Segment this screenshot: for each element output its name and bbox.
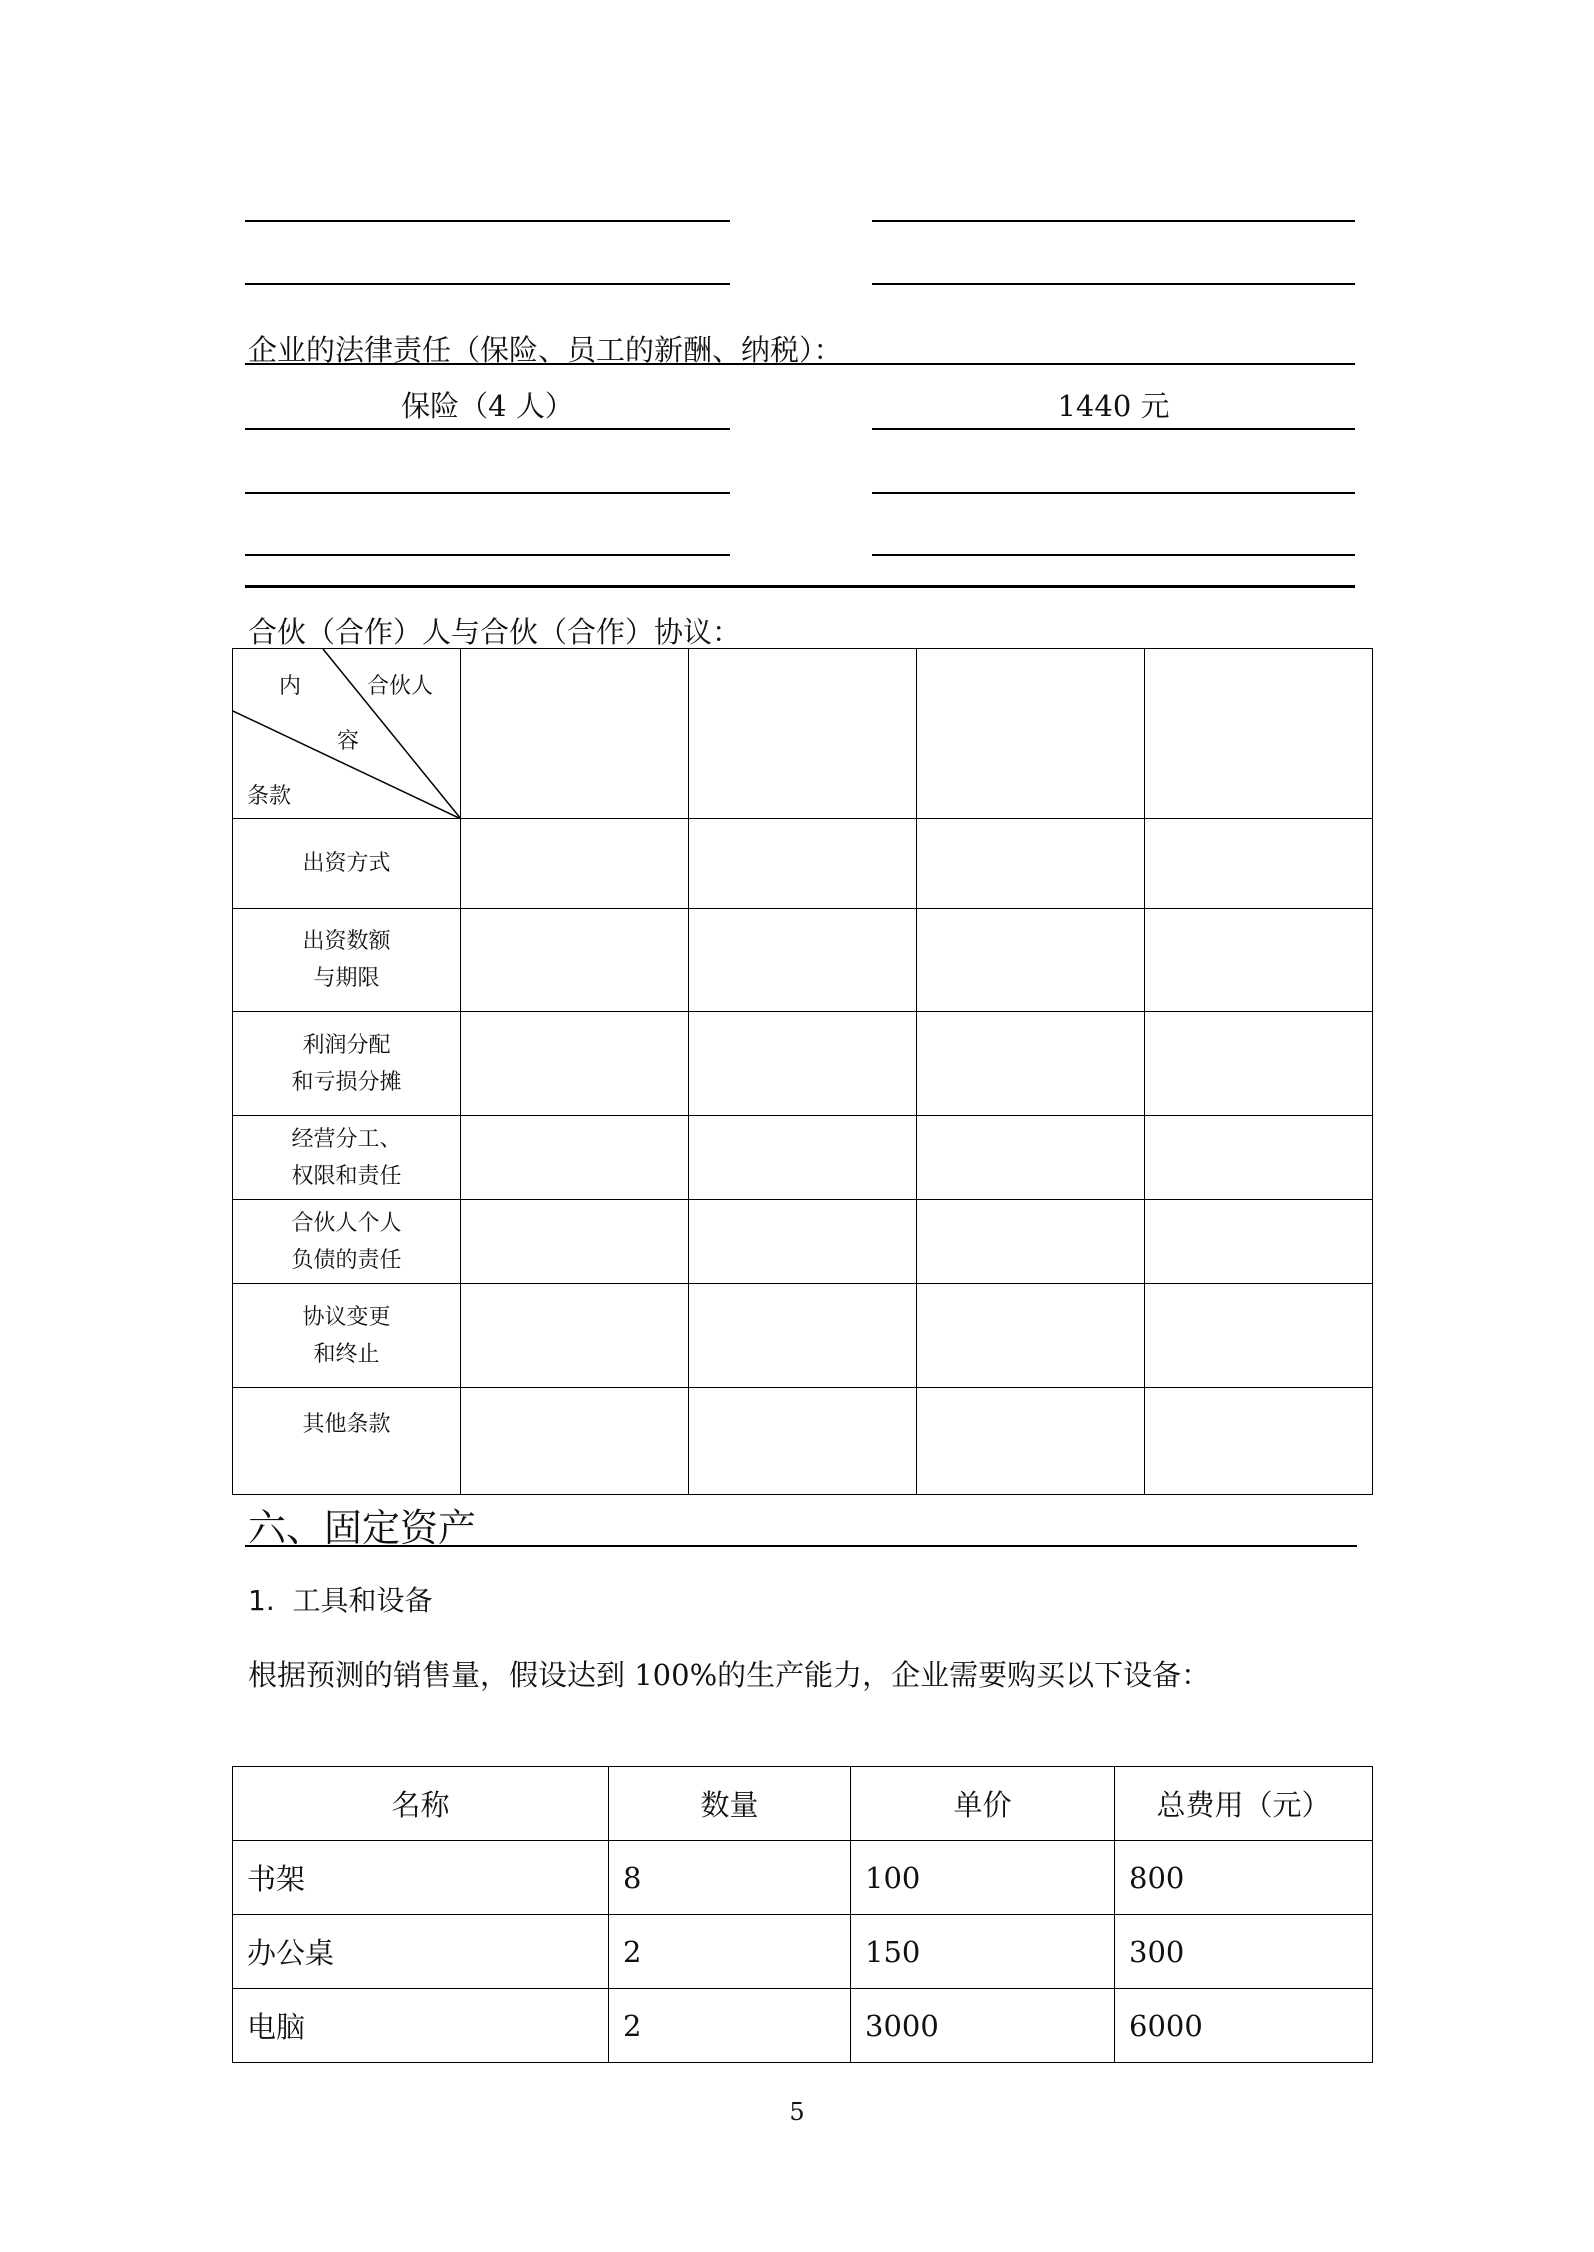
column-header-quantity: 数量 xyxy=(609,1767,851,1841)
partner-cell[interactable] xyxy=(1145,649,1373,819)
blank-line xyxy=(245,283,730,285)
item-quantity: 2 xyxy=(609,1915,851,1989)
agreement-cell[interactable] xyxy=(461,1012,689,1116)
agreement-cell[interactable] xyxy=(1145,1284,1373,1388)
agreement-cell[interactable] xyxy=(1145,1388,1373,1495)
agreement-cell[interactable] xyxy=(917,1200,1145,1284)
partner-cell[interactable] xyxy=(689,649,917,819)
corner-label-content-1: 内 xyxy=(279,674,302,699)
agreement-cell[interactable] xyxy=(1145,909,1373,1012)
legal-heading: 企业的法律责任（保险、员工的新酬、纳税）： xyxy=(248,333,843,367)
row-label: 合伙人个人 负债的责任 xyxy=(233,1200,461,1284)
agreement-cell[interactable] xyxy=(689,909,917,1012)
table-corner-cell xyxy=(233,649,461,819)
corner-label-clauses: 条款 xyxy=(247,784,292,809)
item-name: 电脑 xyxy=(233,1989,609,2063)
table-row xyxy=(233,1841,1373,1915)
agreement-cell[interactable] xyxy=(689,1116,917,1200)
agreement-cell[interactable] xyxy=(461,819,689,909)
row-label: 协议变更 和终止 xyxy=(233,1284,461,1388)
blank-line xyxy=(245,554,730,556)
agreement-cell[interactable] xyxy=(461,1116,689,1200)
table-row xyxy=(233,1388,1373,1495)
column-header-name: 名称 xyxy=(233,1767,609,1841)
partner-cell[interactable] xyxy=(917,649,1145,819)
blank-line xyxy=(872,554,1355,556)
agreement-cell[interactable] xyxy=(1145,1200,1373,1284)
item-unit-price: 150 xyxy=(851,1915,1115,1989)
insurance-amount: 1440 元 xyxy=(1057,389,1170,423)
agreement-cell[interactable] xyxy=(917,909,1145,1012)
blank-line xyxy=(872,220,1355,222)
insurance-label: 保险（4 人） xyxy=(401,389,574,423)
page-number: 5 xyxy=(789,2098,805,2126)
corner-label-partner: 合伙人 xyxy=(367,674,434,699)
subsection-title: 1. 工具和设备 xyxy=(248,1584,433,1617)
item-unit-price: 3000 xyxy=(851,1989,1115,2063)
agreement-cell[interactable] xyxy=(689,1388,917,1495)
table-row xyxy=(233,819,1373,909)
blank-line xyxy=(872,283,1355,285)
table-row xyxy=(233,1012,1373,1116)
agreement-cell[interactable] xyxy=(917,1388,1145,1495)
agreement-cell[interactable] xyxy=(917,819,1145,909)
partner-cell[interactable] xyxy=(461,649,689,819)
partner-agreement-table xyxy=(232,648,1373,1495)
agreement-cell[interactable] xyxy=(461,1200,689,1284)
agreement-cell[interactable] xyxy=(461,1284,689,1388)
section-divider xyxy=(245,585,1355,588)
table-row xyxy=(233,909,1373,1012)
equipment-intro: 根据预测的销售量，假设达到 100%的生产能力，企业需要购买以下设备： xyxy=(248,1658,1211,1692)
table-row xyxy=(233,1915,1373,1989)
blank-line xyxy=(245,220,730,222)
item-unit-price: 100 xyxy=(851,1841,1115,1915)
section-title: 六、固定资产 xyxy=(248,1506,477,1550)
partner-heading: 合伙（合作）人与合伙（合作）协议： xyxy=(248,615,742,649)
table-header-row xyxy=(233,1767,1373,1841)
agreement-cell[interactable] xyxy=(917,1012,1145,1116)
agreement-cell[interactable] xyxy=(1145,1116,1373,1200)
blank-line xyxy=(872,428,1355,430)
agreement-cell[interactable] xyxy=(689,819,917,909)
section-title-underline xyxy=(245,1545,1357,1547)
item-total: 300 xyxy=(1115,1915,1373,1989)
row-label: 出资数额 与期限 xyxy=(233,909,461,1012)
blank-line xyxy=(245,492,730,494)
row-label: 利润分配 和亏损分摊 xyxy=(233,1012,461,1116)
table-row xyxy=(233,1200,1373,1284)
heading-underline xyxy=(245,363,1355,365)
equipment-table xyxy=(232,1766,1373,2063)
column-header-total: 总费用（元） xyxy=(1115,1767,1373,1841)
agreement-cell[interactable] xyxy=(689,1200,917,1284)
table-row xyxy=(233,1989,1373,2063)
item-total: 6000 xyxy=(1115,1989,1373,2063)
agreement-cell[interactable] xyxy=(461,1388,689,1495)
column-header-unit-price: 单价 xyxy=(851,1767,1115,1841)
corner-label-content-2: 容 xyxy=(337,729,360,754)
table-row xyxy=(233,1116,1373,1200)
agreement-cell[interactable] xyxy=(689,1284,917,1388)
agreement-cell[interactable] xyxy=(689,1012,917,1116)
blank-line xyxy=(245,428,730,430)
agreement-cell[interactable] xyxy=(1145,819,1373,909)
agreement-cell[interactable] xyxy=(917,1116,1145,1200)
agreement-cell[interactable] xyxy=(1145,1012,1373,1116)
agreement-cell[interactable] xyxy=(917,1284,1145,1388)
table-row xyxy=(233,1284,1373,1388)
blank-line xyxy=(872,492,1355,494)
row-label: 出资方式 xyxy=(233,819,461,909)
item-name: 书架 xyxy=(233,1841,609,1915)
item-name: 办公桌 xyxy=(233,1915,609,1989)
agreement-cell[interactable] xyxy=(461,909,689,1012)
item-quantity: 8 xyxy=(609,1841,851,1915)
row-label: 其他条款 xyxy=(233,1388,461,1495)
item-quantity: 2 xyxy=(609,1989,851,2063)
item-total: 800 xyxy=(1115,1841,1373,1915)
row-label: 经营分工、 权限和责任 xyxy=(233,1116,461,1200)
